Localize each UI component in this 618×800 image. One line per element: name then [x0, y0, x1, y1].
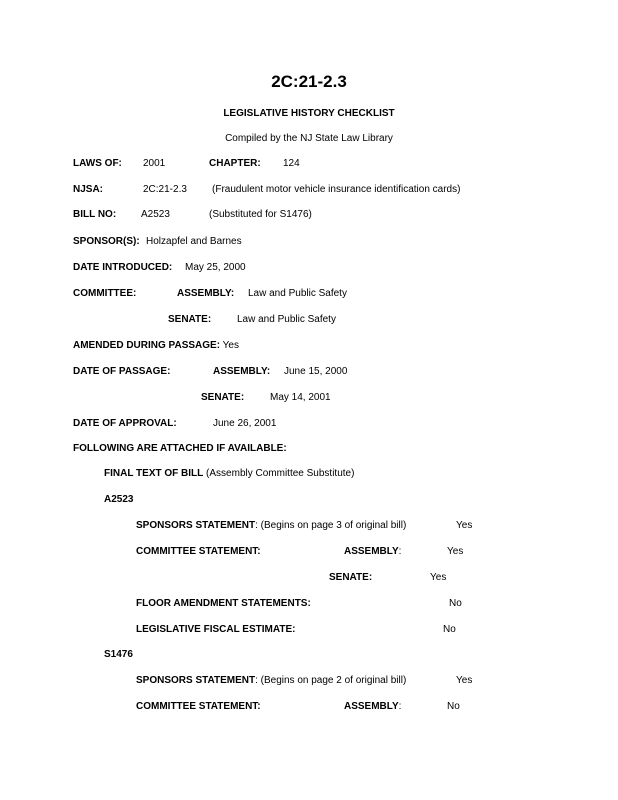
a2523-floor-label: FLOOR AMENDMENT STATEMENTS:	[136, 598, 311, 609]
s1476-committee-assembly-label: ASSEMBLY	[344, 701, 399, 712]
s1476-sponsors-label: SPONSORS STATEMENT	[136, 675, 256, 686]
a2523-heading: A2523	[104, 494, 134, 505]
sponsors-value: Holzapfel and Barnes	[146, 236, 242, 247]
passage-assembly-label: ASSEMBLY:	[213, 366, 271, 377]
bill-no-label: BILL NO:	[73, 209, 117, 220]
njsa-description: (Fraudulent motor vehicle insurance identification cards)	[212, 184, 461, 195]
page-title: 2C:21-2.3	[271, 72, 347, 91]
date-introduced-label: DATE INTRODUCED:	[73, 262, 173, 273]
s1476-sponsors-row	[136, 675, 406, 687]
passage-assembly-value: June 15, 2000	[284, 366, 348, 377]
a2523-sponsors-note: : (Begins on page 3 of original bill)	[255, 520, 407, 531]
a2523-sponsors-row	[136, 520, 406, 532]
a2523-committee-senate-value: Yes	[430, 572, 447, 583]
committee-senate-value: Law and Public Safety	[237, 314, 336, 325]
committee-label: COMMITTEE:	[73, 288, 137, 299]
a2523-committee-label: COMMITTEE STATEMENT:	[136, 546, 261, 557]
date-introduced-value: May 25, 2000	[185, 262, 246, 273]
s1476-committee-assembly-row	[344, 701, 401, 713]
s1476-sponsors-value: Yes	[456, 675, 473, 686]
passage-senate-value: May 14, 2001	[270, 392, 331, 403]
a2523-committee-assembly-row	[344, 546, 401, 558]
a2523-fiscal-value: No	[443, 624, 456, 635]
committee-senate-label: SENATE:	[168, 314, 212, 325]
amended-value: Yes	[222, 340, 239, 351]
final-text-label: FINAL TEXT OF BILL	[104, 468, 204, 479]
a2523-committee-assembly-label: ASSEMBLY	[344, 546, 399, 557]
njsa-value: 2C:21-2.3	[143, 184, 187, 195]
compiled-by: Compiled by the NJ State Law Library	[225, 133, 393, 144]
following-heading: FOLLOWING ARE ATTACHED IF AVAILABLE:	[73, 443, 287, 454]
committee-assembly-value: Law and Public Safety	[248, 288, 347, 299]
a2523-fiscal-label: LEGISLATIVE FISCAL ESTIMATE:	[136, 624, 296, 635]
date-of-approval-label: DATE OF APPROVAL:	[73, 418, 177, 429]
final-text-note: (Assembly Committee Substitute)	[206, 468, 355, 479]
a2523-committee-senate-label: SENATE:	[329, 572, 373, 583]
date-of-passage-label: DATE OF PASSAGE:	[73, 366, 171, 377]
laws-of-value: 2001	[143, 158, 166, 169]
amended-label: AMENDED DURING PASSAGE:	[73, 340, 221, 351]
njsa-label: NJSA:	[73, 184, 104, 195]
s1476-committee-assembly-value: No	[447, 701, 460, 712]
a2523-committee-assembly-colon: :	[398, 546, 402, 557]
laws-of-label: LAWS OF:	[73, 158, 122, 169]
checklist-subtitle: LEGISLATIVE HISTORY CHECKLIST	[223, 108, 395, 119]
final-text-row	[104, 468, 354, 480]
committee-assembly-label: ASSEMBLY:	[177, 288, 235, 299]
chapter-value: 124	[283, 158, 300, 169]
sponsors-label: SPONSOR(S):	[73, 236, 140, 247]
date-of-approval-value: June 26, 2001	[213, 418, 277, 429]
bill-no-value: A2523	[141, 209, 170, 220]
a2523-floor-value: No	[449, 598, 462, 609]
s1476-heading: S1476	[104, 649, 133, 660]
s1476-committee-assembly-colon: :	[398, 701, 402, 712]
a2523-committee-assembly-value: Yes	[447, 546, 464, 557]
s1476-committee-label: COMMITTEE STATEMENT:	[136, 701, 261, 712]
a2523-sponsors-value: Yes	[456, 520, 473, 531]
passage-senate-label: SENATE:	[201, 392, 245, 403]
bill-no-note: (Substituted for S1476)	[209, 209, 312, 220]
s1476-sponsors-note: : (Begins on page 2 of original bill)	[255, 675, 407, 686]
chapter-label: CHAPTER:	[209, 158, 261, 169]
amended-row	[73, 340, 239, 352]
a2523-sponsors-label: SPONSORS STATEMENT	[136, 520, 256, 531]
